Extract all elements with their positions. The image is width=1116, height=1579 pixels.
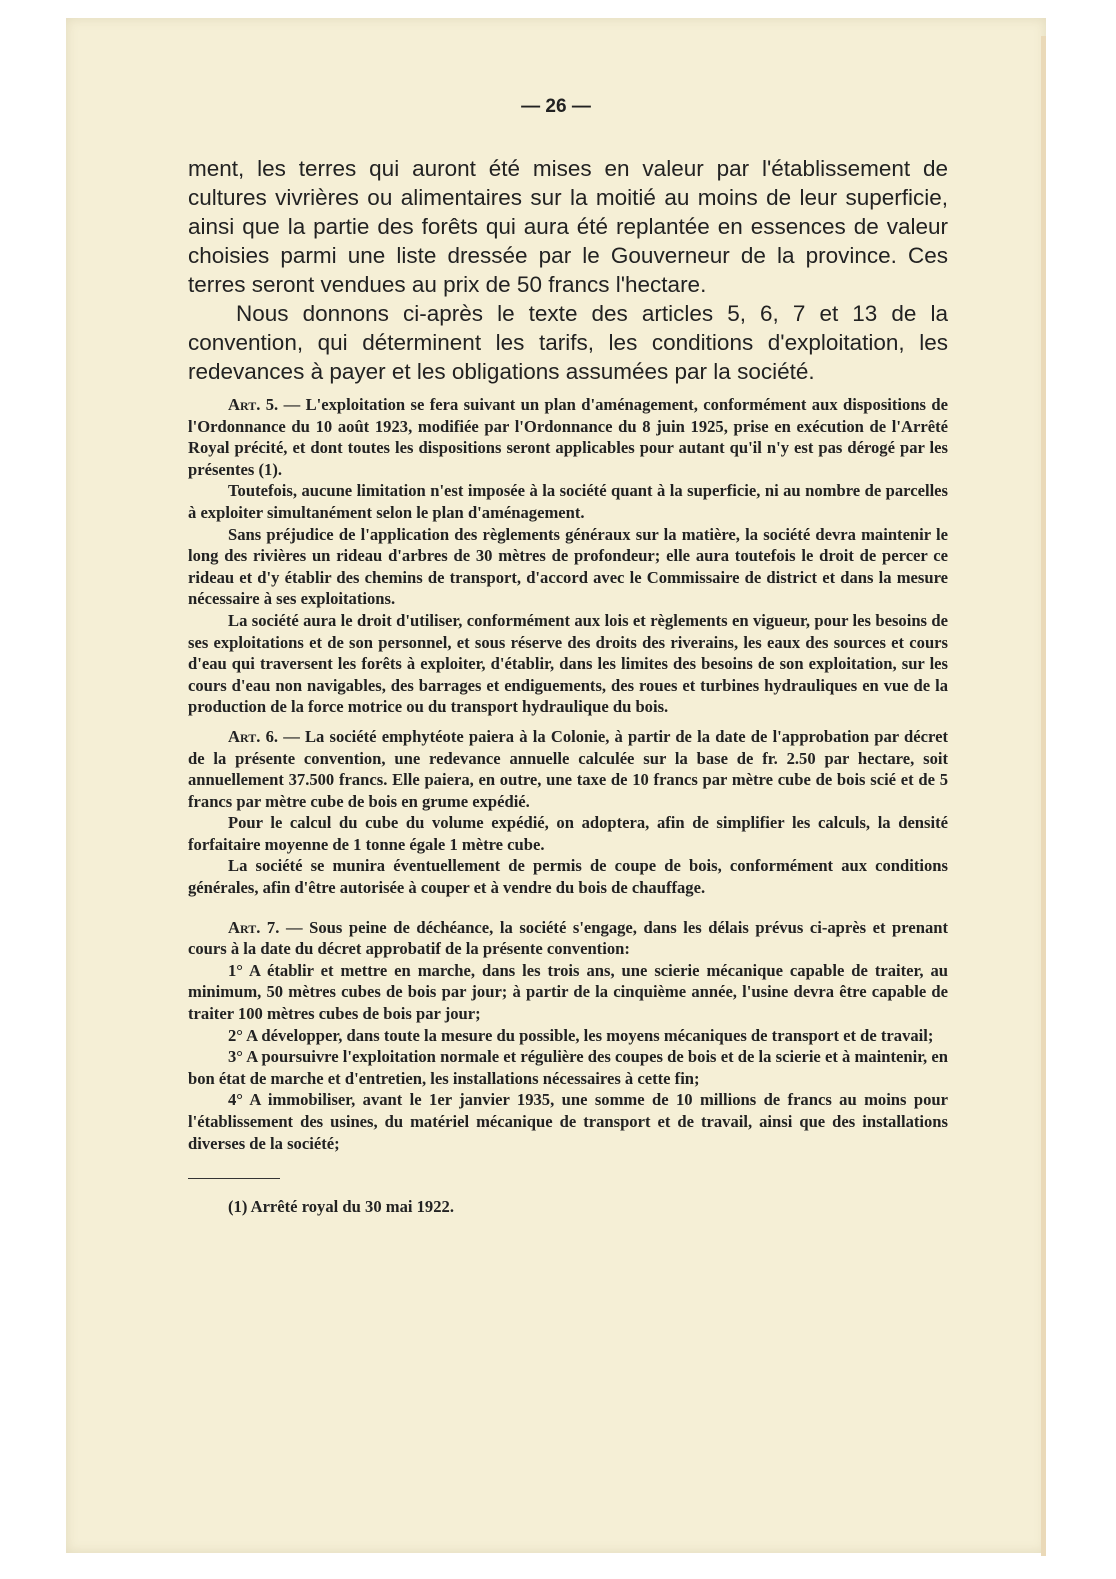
page-number: — 26 — bbox=[521, 96, 591, 117]
article-6-label: Art. 6. bbox=[228, 726, 279, 746]
intro-paragraph-2: Nous donnons ci-après le texte des articles 5, 6, 7 et 13 de la convention, qui déterminent les tarifs, les conditions d'exploitation, les redevances à payer et les obligations assumées par la société. bbox=[188, 301, 948, 384]
footnote-divider bbox=[188, 1178, 280, 1179]
intro-paragraph-1: ment, les terres qui auront été mises en valeur par l'établissement de cultures vivrières ou alimentaires sur la moitié au moins de leur superficie, ainsi que la partie des forêts qui aura été replantée en essences de valeur choisies parmi une liste dressée par le Gouverneur de la province. Ces terres seront vendues au prix de 50 francs l'hectare. bbox=[188, 156, 948, 297]
article-6-paragraph-3: La société se munira éventuellement de permis de coupe de bois, conformément aux conditions générales, afin d'être autorisée à couper et à vendre du bois de chauffage. bbox=[188, 856, 948, 898]
articles bbox=[188, 394, 948, 1154]
article-6-paragraph-2: Pour le calcul du cube du volume expédié, on adoptera, afin de simplifier les calculs, la densité forfaitaire moyenne de 1 tonne égale 1 mètre cube. bbox=[188, 813, 948, 854]
article-7-text-1: — Sous peine de déchéance, la société s'engage, dans les délais prévus ci-après et prenant cours à la date du décret approbatif de la présente convention: bbox=[188, 917, 948, 959]
article-5-paragraph-3: Sans préjudice de l'application des règlements généraux sur la matière, la société devra maintenir le long des rivières un rideau d'arbres de 30 mètres de profondeur; elle aura toutefois le droit de percer ce rideau et d'y établir des chemins de transport, d'accord avec le Commissaire de district et dans la mesure nécessaire à ses exploitations. bbox=[188, 524, 948, 609]
introduction bbox=[188, 154, 948, 386]
article-5-paragraph-4: La société aura le droit d'utiliser, conformément aux lois et règlements en vigueur, pour les besoins de ses exploitations et de son personnel, et sous réserve des droits des riverains, les eaux des sources et cours d'eau qui traversent les forêts à exploiter, d'établir, dans les limites des besoins de son exploitation, sur les cours d'eau non navigables, des barrages et endiguements, des roues et turbines hydrauliques en vue de la production de la force motrice ou du transport hydraulique du bois. bbox=[188, 610, 948, 717]
article-7-item-3: 3° A poursuivre l'exploitation normale et régulière des coupes de bois et de la scierie et à maintenir, en bon état de marche et d'entretien, les installations nécessaires à cette fin; bbox=[188, 1047, 948, 1088]
article-6-text-1: — La société emphytéote paiera à la Colonie, à partir de la date de l'approbation par décret de la présente convention, une redevance annuelle calculée sur la base de fr. 2.50 par hectare, soit annuellement 37.500 francs. Elle paiera, en outre, une taxe de 10 francs par mètre cube de bois scié et de 5 francs par mètre cube de bois en grume expédié. bbox=[188, 726, 948, 811]
article-5-paragraph-1 bbox=[188, 394, 948, 480]
article-5-label: Art. 5. bbox=[228, 395, 279, 414]
article-6-paragraph-1 bbox=[188, 726, 948, 812]
article-7-item-2: 2° A développer, dans toute la mesure du possible, les moyens mécaniques de transport et de travail; bbox=[228, 1025, 934, 1045]
article-7-item-4: 4° A immobiliser, avant le 1er janvier 1935, une somme de 10 millions de francs au moins pour l'établissement des usines, du matériel mécanique de transport et de travail, ainsi que des installations diverses de la société; bbox=[188, 1090, 948, 1153]
article-7-item-1: 1° A établir et mettre en marche, dans les trois ans, une scierie mécanique capable de traiter, au minimum, 50 mètres cubes de bois par jour; à partir de la cinquième année, l'usine devra être capable de traiter 100 mètres cubes de bois par jour; bbox=[188, 960, 948, 1024]
article-7-label: Art. 7. bbox=[228, 917, 280, 937]
article-5-paragraph-2: Toutefois, aucune limitation n'est imposée à la société quant à la superficie, ni au nombre de parcelles à exploiter simultanément selon le plan d'aménagement. bbox=[188, 481, 948, 522]
article-7-paragraph-1 bbox=[188, 917, 948, 960]
page-edge bbox=[1041, 36, 1046, 1556]
article-5-text-1: — L'exploitation se fera suivant un plan d'aménagement, conformément aux dispositions de l'Ordonnance du 10 août 1923, modifiée par l'Ordonnance du 8 juin 1925, prise en exécution de l'Arrêté Royal précité, et dont toutes les dispositions seront applicables pour autant qu'il n'y est pas dérogé par les présentes (1). bbox=[188, 395, 948, 479]
footnote: (1) Arrêté royal du 30 mai 1922. bbox=[228, 1197, 454, 1217]
page-content bbox=[188, 154, 948, 1217]
document-page bbox=[66, 18, 1046, 1553]
